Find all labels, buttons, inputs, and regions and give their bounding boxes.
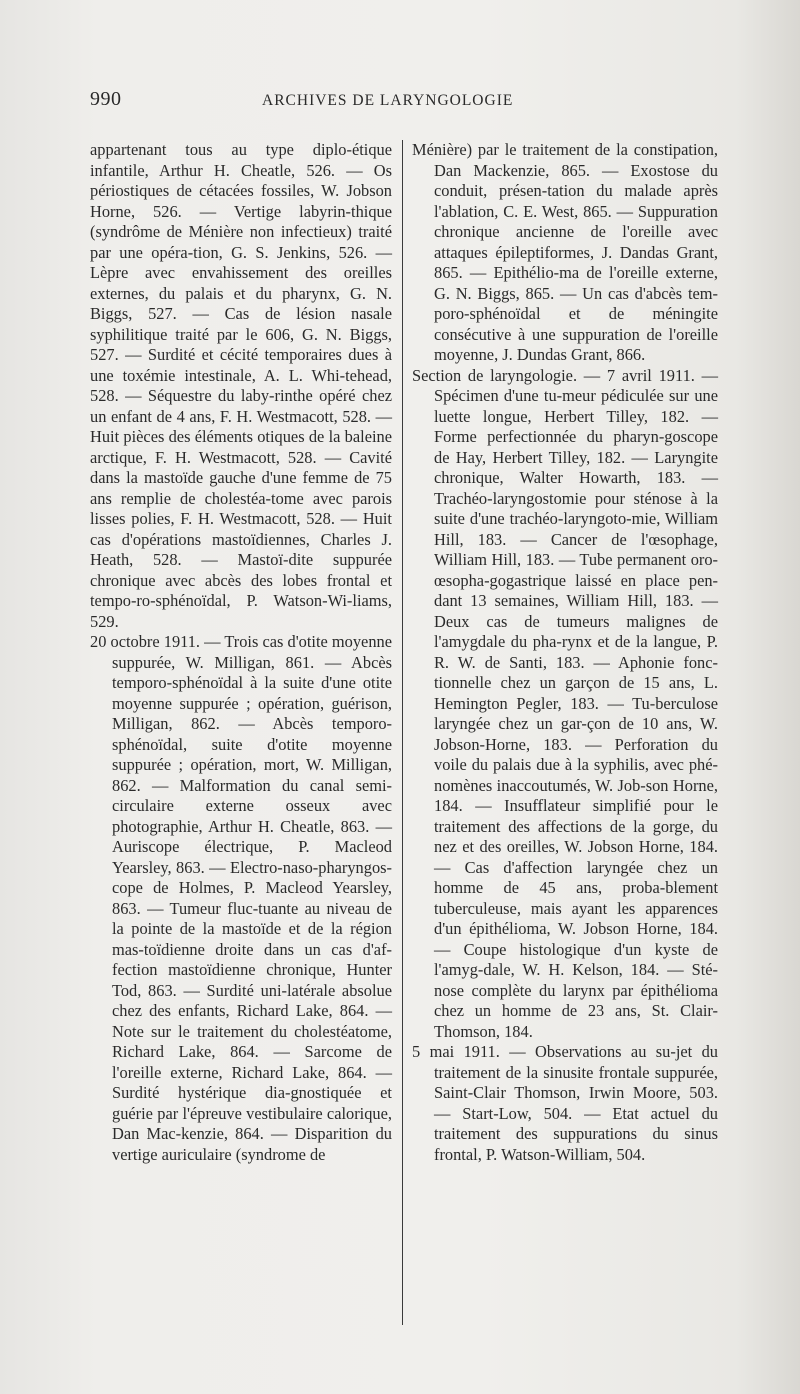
right-paragraph-2: Section de laryngologie. — 7 avril 1911. — Spécimen d'une tu-meur pédiculée sur une luette longue, Herbert Tilley, 182. — Forme perfectionnée du pharyn-goscope de Hay, Herbert Tilley, 182. — Laryngite chronique, Walter Howarth, 183. — Trachéo-laryngostomie pour sténose à la suite d'une trachéo-laryngoto-mie, William Hill, 183. — Cancer de l'œsophage, William Hill, 183. — Tube permanent oro-œsopha-gogastrique laissé en place pen-dant 13 semaines, William Hill, 183. — Deux cas de tumeurs malignes de l'amygdale du pha-rynx et de la langue, P. R. W. de Santi, 183. — Aphonie fonc-tionnelle chez un garçon de 15 ans, L. Hemington Pegler, 183. — Tu-berculose laryngée chez un gar-çon de 10 ans, W. Jobson-Horne, 183. — Perforation du voile du palais due à la syphilis, avec phé-nomènes inaccoutumés, W. Job-son Horne, 184. — Insufflateur simplifié pour le traitement des affections de la gorge, du nez et des oreilles, W. Jobson Horne, 184. — Cas d'affection laryngée chez un homme de 45 ans, proba-blement tuberculeuse, mais ayant les apparences d'un épithélioma, W. Jobson Horne, 184. — Coupe histologique d'un kyste de l'amyg-dale, W. H. Kelson, 184. — Sté-nose complète du larynx par épithélioma chez un homme de 23 ans, St. Clair-Thomson, 184.: [412, 365, 718, 1041]
left-column: [90, 140, 392, 1165]
running-title: ARCHIVES DE LARYNGOLOGIE: [262, 92, 514, 109]
left-paragraph-2: 20 octobre 1911. — Trois cas d'otite moyenne suppurée, W. Milligan, 861. — Abcès temporo-sphénoïdal à la suite d'une otite moyenne suppurée ; opération, guérison, Milligan, 862. — Abcès temporo-sphénoïdal, suite d'otite moyenne suppurée ; opération, mort, W. Milligan, 862. — Malformation du canal semi-circulaire externe osseux avec photographie, Arthur H. Cheatle, 863. — Auriscope électrique, P. Macleod Yearsley, 863. — Electro-naso-pharyngos-cope de Holmes, P. Macleod Yearsley, 863. — Tumeur fluc-tuante au niveau de la pointe de la mastoïde et de la région mas-toïdienne droite dans un cas d'af-fection mastoïdienne chronique, Hunter Tod, 863. — Surdité uni-latérale absolue chez des enfants, Richard Lake, 864. — Note sur le traitement du cholestéatome, Richard Lake, 864. — Sarcome de l'oreille externe, Richard Lake, 864. — Surdité hystérique dia-gnostiquée et guérie par l'épreuve vestibulaire calorique, Dan Mac-kenzie, 864. — Disparition du vertige auriculaire (syndrome de: [90, 632, 392, 1164]
page-header: [0, 88, 800, 118]
right-paragraph-3: 5 mai 1911. — Observations au su-jet du traitement de la sinusite frontale suppurée, Saint-Clair Thomson, Irwin Moore, 503. — Start-Low, 504. — Etat actuel du traitement des suppurations du sinus frontal, P. Watson-William, 504.: [412, 1042, 718, 1164]
left-paragraph-1: appartenant tous au type diplo-étique infantile, Arthur H. Cheatle, 526. — Os périostiques de cétacées fossiles, W. Jobson Horne, 526. — Vertige labyrin-thique (syndrôme de Ménière non infectieux) traité par une opéra-tion, G. S. Jenkins, 526. — Lèpre avec envahissement des oreilles externes, du palais et du pharynx, G. N. Biggs, 527. — Cas de lésion nasale syphilitique traité par le 606, G. N. Biggs, 527. — Surdité et cécité temporaires dues à une toxémie intestinale, A. L. Whi-tehead, 528. — Séquestre du laby-rinthe opéré chez un enfant de 4 ans, F. H. Westmacott, 528. — Huit pièces des éléments otiques de la baleine arctique, F. H. Westmacott, 528. — Cavité dans la mastoïde gauche d'une femme de 75 ans remplie de cholestéa-tome avec parois lisses polies, F. H. Westmacott, 528. — Huit cas d'opérations mastoïdiennes, Charles J. Heath, 528. — Mastoï-dite suppurée chronique avec abcès des lobes frontal et tempo-ro-sphénoïdal, P. Watson-Wi-liams, 529.: [90, 140, 392, 631]
right-column: [412, 140, 718, 1165]
column-divider: [402, 140, 403, 1325]
right-paragraph-1: Ménière) par le traitement de la constipation, Dan Mackenzie, 865. — Exostose du conduit, présen-tation du malade après l'ablation, C. E. West, 865. — Suppuration chronique ancienne de l'oreille avec attaques épileptiformes, J. Dandas Grant, 865. — Epithélio-ma de l'oreille externe, G. N. Biggs, 865. — Un cas d'abcès tem-poro-sphénoïdal et de méningite consécutive à une suppuration de l'oreille moyenne, J. Dundas Grant, 866.: [412, 140, 718, 364]
page-number: 990: [90, 88, 122, 110]
